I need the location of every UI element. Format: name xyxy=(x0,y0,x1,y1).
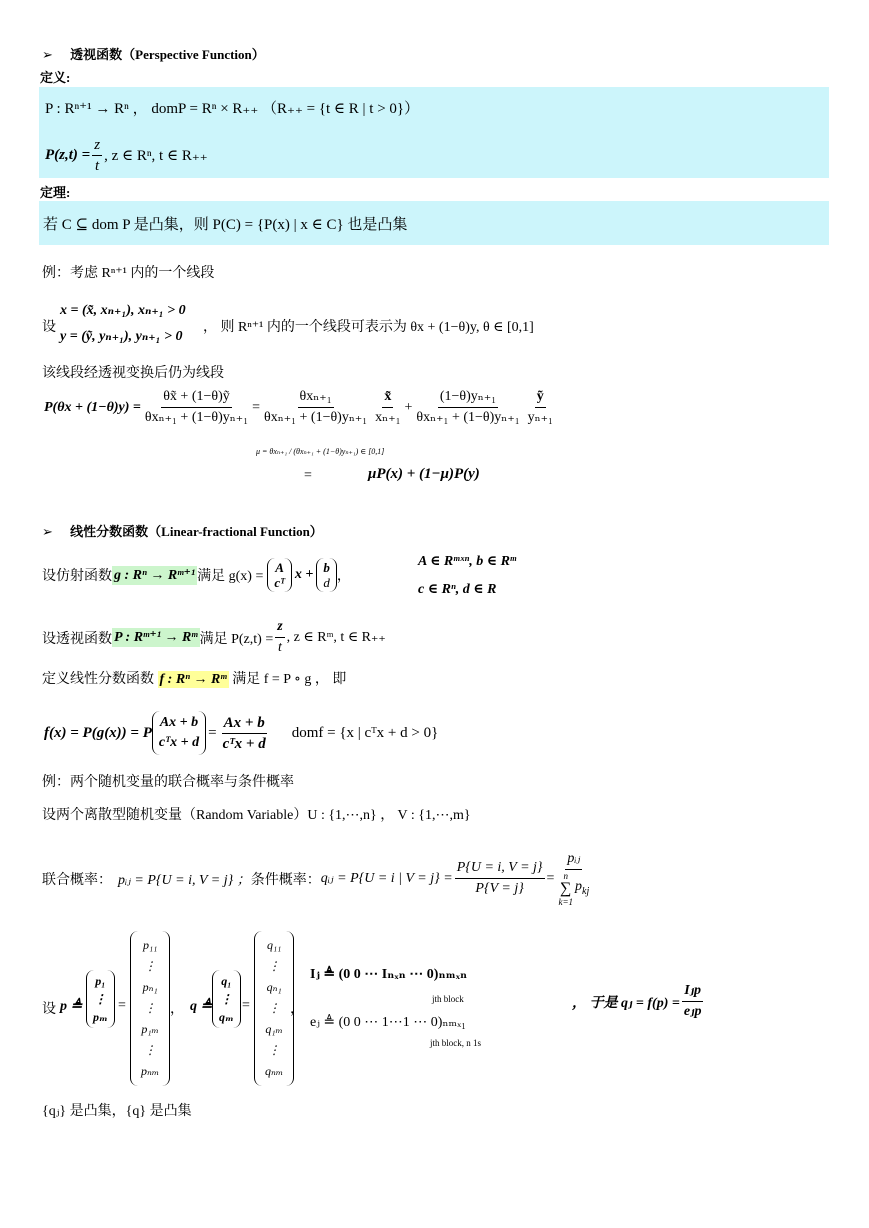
mu-result: μP(x) + (1−μ)P(y) xyxy=(368,466,480,482)
cond-num2: pᵢⱼ xyxy=(565,850,582,870)
mu-definition: μ = θxₙ₊₁ / (θxₙ₊₁ + (1−θ)yₙ₊₁) ∈ [0,1] xyxy=(256,447,385,456)
cond-den: P{V = j} xyxy=(475,881,524,896)
q-full-entry: ⋮ xyxy=(268,959,281,973)
affine-post: 满足 g(x) = xyxy=(197,569,264,584)
section1-header xyxy=(42,44,265,63)
p-short-entry: ⋮ xyxy=(94,992,107,1006)
lf-eq-top: Ax + b xyxy=(159,715,199,730)
eq-f2-den: θxₙ₊₁ + (1−θ)yₙ₊₁ xyxy=(263,410,368,425)
p-full-entry: ⋮ xyxy=(144,959,157,973)
lf-equation xyxy=(44,708,438,758)
affine-d: d xyxy=(323,575,330,590)
p-short-entry: pₘ xyxy=(93,1010,108,1024)
perspective-num: z xyxy=(92,136,102,156)
lf-eq-bot: cᵀx + d xyxy=(158,735,200,750)
perspective-den: t xyxy=(95,158,100,174)
perspective-lhs: P(z,t) = xyxy=(45,147,91,163)
lf-eq-sign: = xyxy=(208,724,217,741)
lf-eq-num: Ax + b xyxy=(222,714,267,734)
persp-rhs: , z ∈ Rᵐ, t ∈ R₊₊ xyxy=(286,630,386,645)
q-full-vector xyxy=(254,931,294,1086)
p-full-entry: p₁ₘ xyxy=(141,1022,159,1036)
affine-pre: 设仿射函数 xyxy=(42,569,112,584)
q-full-entry: ⋮ xyxy=(268,1001,281,1015)
definition-label: 定义: xyxy=(40,70,71,85)
p-full-entry: ⋮ xyxy=(144,1043,157,1057)
example1-intro: 例：考虑 Rⁿ⁺¹ 内的一个线段 xyxy=(42,266,215,281)
sum-top: n xyxy=(563,871,568,881)
theorem-text: 若 C ⊆ dom P 是凸集，则 P(C) = {P(x) | x ∈ C} 也是凸集 xyxy=(43,217,408,233)
eq-f1-den: θxₙ₊₁ + (1−θ)yₙ₊₁ xyxy=(144,410,249,425)
eq-plus: + xyxy=(404,399,413,415)
example2-rv: 设两个离散型随机变量（Random Variable）U : {1,⋯,n} ， V : {1,⋯,m} xyxy=(42,808,471,823)
persp-den: t xyxy=(278,640,282,655)
eq-f2-num: θxₙ₊₁ xyxy=(298,388,334,408)
lf-eq-den: cᵀx + d xyxy=(222,735,266,752)
p-comma: ， xyxy=(170,1002,184,1017)
affine-b: b xyxy=(323,560,330,575)
sum-bot: k=1 xyxy=(558,897,574,907)
perspective-rhs: , z ∈ Rⁿ, t ∈ R₊₊ xyxy=(104,148,208,164)
eq-f4-den: θxₙ₊₁ + (1−θ)yₙ₊₁ xyxy=(416,410,520,425)
q-eq-sign: = xyxy=(242,998,250,1013)
p-def: p ≜ xyxy=(60,999,83,1014)
affine-cond-1: A ∈ Rᵐˣⁿ, b ∈ Rᵐ xyxy=(418,554,517,569)
definition-line-2 xyxy=(45,136,208,175)
thus-den: eⱼp xyxy=(683,1004,702,1019)
q-short-entry: ⋮ xyxy=(220,992,233,1006)
p-short-entry: p₁ xyxy=(95,974,106,988)
joint-eq: pᵢⱼ = P{U = i, V = j} ； xyxy=(118,872,251,888)
p-full-entry: p₁₁ xyxy=(142,938,158,952)
thus-num: Iⱼp xyxy=(682,982,703,1002)
Ij-note: jth block xyxy=(432,994,464,1004)
q-short-entry: q₁ xyxy=(221,974,232,988)
p-full-entry: pₙₘ xyxy=(141,1064,160,1078)
ej-def: eⱼ ≜ (0 0 ⋯ 1⋯1 ⋯ 0)ₙₘₓ₁ xyxy=(310,1015,467,1030)
ej-note: jth block, n 1s xyxy=(430,1038,481,1048)
cond-eq-sign: = xyxy=(546,870,555,886)
lf-pre: 定义线性分数函数 xyxy=(42,672,154,687)
q-short-entry: qₘ xyxy=(219,1010,234,1024)
eq-f3-den: xₙ₊₁ xyxy=(375,410,401,425)
theorem-box xyxy=(39,201,829,245)
example1-set: 设 xyxy=(42,320,56,335)
example1-x: x = (x̃, xₙ₊₁), xₙ₊₁ > 0 xyxy=(60,303,186,318)
joint-label: 联合概率： xyxy=(42,872,112,888)
q-full-entry: ⋮ xyxy=(268,1043,281,1057)
q-full-entry: q₁₁ xyxy=(266,938,282,952)
affine-cond-2: c ∈ Rⁿ, d ∈ R xyxy=(418,582,497,597)
example2-intro: 例：两个随机变量的联合概率与条件概率 xyxy=(42,775,294,790)
section2-header xyxy=(42,521,323,540)
p-eq-sign: = xyxy=(118,998,126,1013)
q-def: q ≜ xyxy=(190,999,213,1014)
thus-line xyxy=(572,982,705,1021)
example1-after: 该线段经透视变换后仍为线段 xyxy=(42,366,224,381)
lf-line xyxy=(42,668,346,688)
affine-matrix-b xyxy=(316,558,337,592)
thus-text: ， 于是 qⱼ = f(p) = xyxy=(572,995,680,1011)
example1-y: y = (ỹ, yₙ₊₁), yₙ₊₁ > 0 xyxy=(60,329,183,344)
perspective-equation xyxy=(44,388,557,427)
q-full-entry: qₙ₁ xyxy=(266,980,282,994)
eq-sign-1: = xyxy=(252,399,260,415)
persp-line xyxy=(42,618,386,657)
cond-num: P{U = i, V = j} xyxy=(455,859,545,879)
eq-f3-num: x̃ xyxy=(382,388,393,408)
eq-f5-den: yₙ₊₁ xyxy=(527,410,553,425)
persp-num: z xyxy=(275,618,284,638)
eq-lhs: P(θx + (1−θ)y) = xyxy=(44,399,141,415)
cond-label: 条件概率： xyxy=(250,872,321,888)
lf-eq-lhs: f(x) = P(g(x)) = P xyxy=(44,724,152,741)
lf-domain: domf = {x | cᵀx + d > 0} xyxy=(291,724,439,741)
section1-title: 透视函数（Perspective Function） xyxy=(70,47,265,62)
affine-comma: ， xyxy=(336,569,351,584)
eq-f1-num: θx̃ + (1−θ)ỹ xyxy=(161,388,232,408)
persp-highlight: P : Rᵐ⁺¹ → Rᵐ xyxy=(114,630,198,645)
affine-highlight: g : Rⁿ → Rᵐ⁺¹ xyxy=(114,567,196,583)
lf-post: 满足 f = P ∘ g ， 即 xyxy=(232,672,347,687)
eq-f4-num: (1−θ)yₙ₊₁ xyxy=(438,388,498,408)
example1-then: ， 则 Rⁿ⁺¹ 内的一个线段可表示为 θx + (1−θ)y, θ ∈ [0,1] xyxy=(203,320,534,335)
mu-eq-sign: = xyxy=(304,468,312,483)
q-comma: ， xyxy=(290,1002,304,1017)
eq-f5-num: ỹ xyxy=(535,388,546,408)
p-short-vector xyxy=(86,970,115,1028)
q-full-entry: qₙₘ xyxy=(265,1064,284,1078)
prob-line: 联合概率： pᵢⱼ = P{U = i, V = j} ； 条件概率： qᵢⱼ = P{U = i | V = j} = $\frac{P\{U = i, V = j\}}{P\{V = j\}}$ = pᵢⱼ n ∑ k=1 $p_{kj}$ xyxy=(42,851,590,907)
theorem-label: 定理: xyxy=(40,185,71,200)
bullet-icon: ➢ xyxy=(42,47,53,62)
set-word: 设 xyxy=(42,1002,56,1017)
bullet-icon: ➢ xyxy=(42,524,53,539)
definition-box xyxy=(39,87,829,178)
p-full-entry: ⋮ xyxy=(144,1001,157,1015)
affine-line: 设仿射函数 g : Rⁿ → Rᵐ⁺¹ 满足 g(x) = A cᵀ x + b d ， xyxy=(42,560,351,590)
final-statement: {qⱼ} 是凸集，{q} 是凸集 xyxy=(42,1104,192,1119)
p-full-vector xyxy=(130,931,170,1086)
affine-cT: cᵀ xyxy=(274,575,285,590)
cond-eq: qᵢⱼ = P{U = i | V = j} = xyxy=(320,871,453,886)
persp-post: 满足 P(z,t) = xyxy=(199,631,274,647)
q-full-entry: q₁ₘ xyxy=(265,1022,283,1036)
p-full-entry: pₙ₁ xyxy=(142,980,158,994)
Ij-def: Iⱼ ≜ (0 0 ⋯ Iₙₓₙ ⋯ 0)ₙₘₓₙ xyxy=(310,967,468,982)
q-short-vector xyxy=(212,970,241,1028)
affine-matrix-A xyxy=(267,558,291,592)
lf-highlight: f : Rⁿ → Rᵐ xyxy=(159,672,227,687)
affine-A: A xyxy=(275,560,284,575)
lf-eq-vector xyxy=(152,711,206,755)
persp-pre: 设透视函数 xyxy=(42,631,112,647)
definition-line-1: P : Rⁿ⁺¹ → Rⁿ ， domP = Rⁿ × R₊₊ （R₊₊ = {t ∈ R | t > 0}） xyxy=(45,101,420,117)
section2-title: 线性分数函数（Linear-fractional Function） xyxy=(70,524,323,539)
